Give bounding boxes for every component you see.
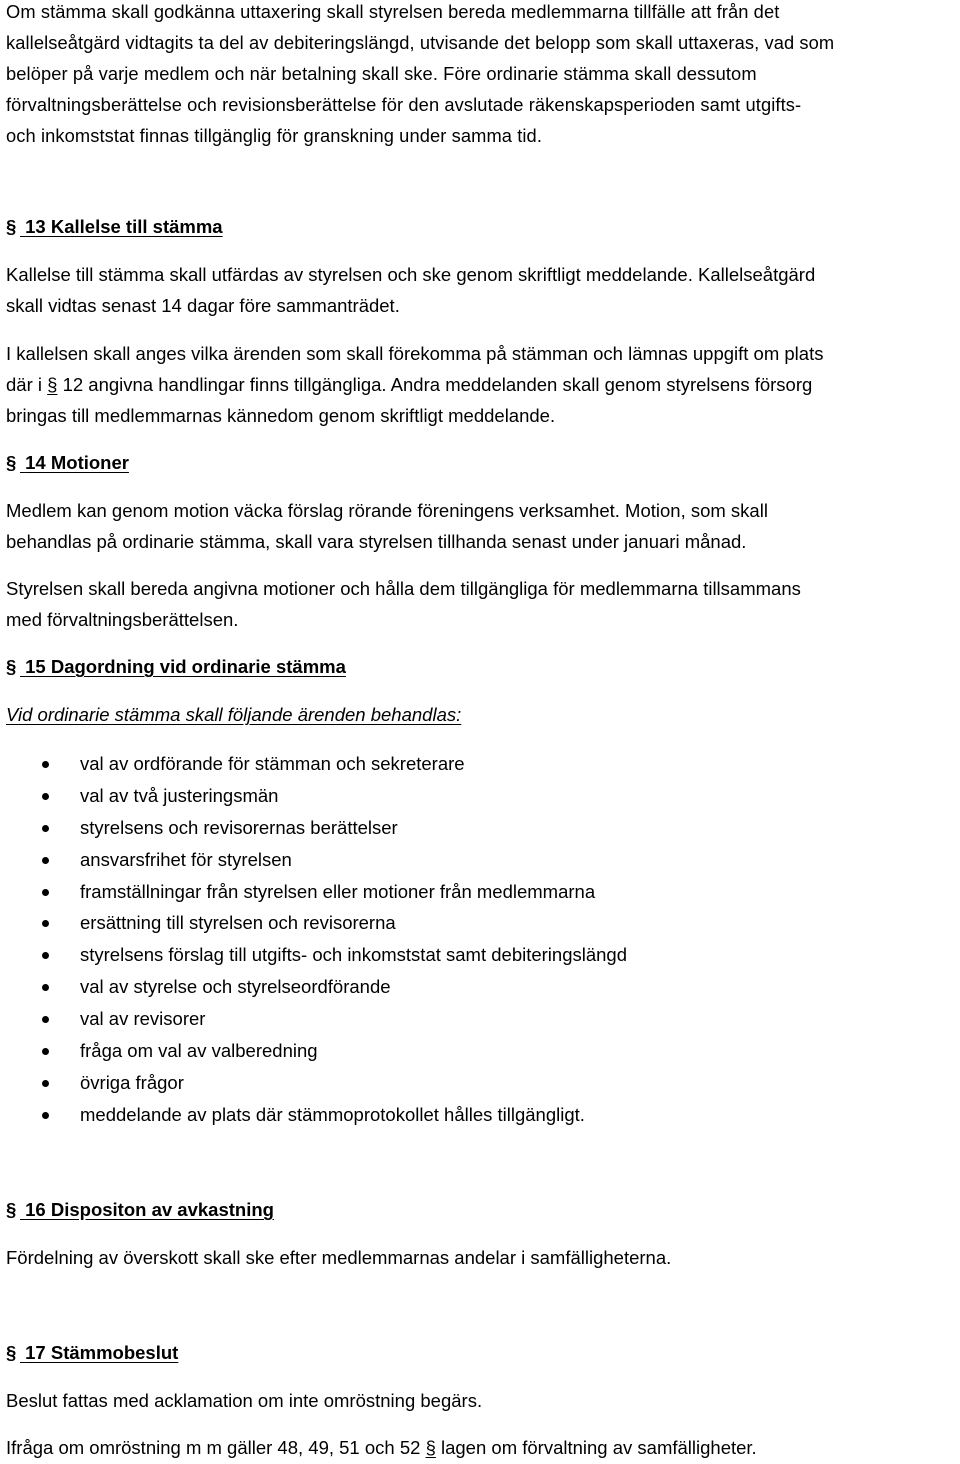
agenda-item xyxy=(6,844,950,876)
section-sign: § xyxy=(6,656,17,677)
agenda-item-label: fråga om val av valberedning xyxy=(80,1040,318,1062)
text-line: med förvaltningsberättelsen. xyxy=(6,609,239,630)
agenda-item-label: val av två justeringsmän xyxy=(80,784,279,806)
bullet-icon xyxy=(42,857,49,864)
text-line: I kallelsen skall anges vilka ärenden som skall förekomma på stämman och lämnas uppgift om plats xyxy=(6,343,824,364)
bullet-icon xyxy=(42,1080,49,1087)
section-14-title: 14 Motioner xyxy=(25,452,129,473)
section-sign: § xyxy=(47,374,58,395)
agenda-item-label: val av styrelse och styrelseordförande xyxy=(80,976,391,998)
bullet-icon xyxy=(42,793,49,800)
bullet-icon xyxy=(42,889,49,896)
section-14-paragraph-2 xyxy=(6,573,950,635)
bullet-icon xyxy=(42,952,49,959)
text-fragment: Ifråga om omröstning m m gäller 48, 49, 51 och 52 xyxy=(6,1437,426,1458)
section-16-heading xyxy=(6,1194,950,1225)
agenda-item xyxy=(6,939,950,971)
agenda-item-label: styrelsens och revisorernas berättelser xyxy=(80,816,398,838)
section-sign: § xyxy=(6,1199,17,1220)
agenda-item-label: framställningar från styrelsen eller motioner från medlemmarna xyxy=(80,880,596,902)
agenda-item-label: ersättning till styrelsen och revisorerna xyxy=(80,912,396,934)
agenda-item xyxy=(6,1035,950,1067)
text-line: skall vidtas senast 14 dagar före sammanträdet. xyxy=(6,295,400,316)
text-line: Kallelse till stämma skall utfärdas av styrelsen och ske genom skriftligt meddelande. Kallelseåtgärd xyxy=(6,264,816,285)
agenda-item xyxy=(6,812,950,844)
bullet-icon xyxy=(42,984,49,991)
section-17-paragraph-2 xyxy=(6,1432,950,1463)
agenda-item xyxy=(6,876,950,908)
section-14-paragraph-1 xyxy=(6,495,950,557)
bullet-icon xyxy=(42,825,49,832)
section-16-title: 16 Dispositon av avkastning xyxy=(25,1199,274,1220)
intro-line: belöper på varje medlem och när betalning skall ske. Före ordinarie stämma skall dessutom xyxy=(6,63,757,84)
section-13-title: 13 Kallelse till stämma xyxy=(25,216,223,237)
bullet-icon xyxy=(42,1048,49,1055)
bullet-icon xyxy=(42,920,49,927)
agenda-item-label: val av revisorer xyxy=(80,1008,206,1030)
section-15-lead: Vid ordinarie stämma skall följande ärenden behandlas: xyxy=(6,704,462,725)
agenda-item-label: styrelsens förslag till utgifts- och inkomststat samt debiteringslängd xyxy=(80,944,628,966)
section-sign: § xyxy=(6,452,17,473)
agenda-item xyxy=(6,1003,950,1035)
bullet-icon xyxy=(42,761,49,768)
agenda-item-label: övriga frågor xyxy=(80,1071,184,1093)
agenda-list xyxy=(6,748,950,1131)
section-14-heading xyxy=(6,447,950,478)
bullet-icon xyxy=(42,1112,49,1119)
section-13-heading xyxy=(6,211,950,242)
section-15-heading xyxy=(6,651,950,682)
section-17-title: 17 Stämmobeslut xyxy=(25,1342,179,1363)
section-sign: § xyxy=(425,1437,436,1458)
agenda-item xyxy=(6,907,950,939)
text-line: Medlem kan genom motion väcka förslag rörande föreningens verksamhet. Motion, som skall xyxy=(6,500,768,521)
section-sign: § xyxy=(6,216,17,237)
agenda-item-label: ansvarsfrihet för styrelsen xyxy=(80,848,292,870)
agenda-item xyxy=(6,780,950,812)
section-sign: § xyxy=(6,1342,17,1363)
text-fragment: lagen om förvaltning av samfälligheter. xyxy=(435,1437,757,1458)
section-17-heading xyxy=(6,1337,950,1368)
intro-line: och inkomststat finnas tillgänglig för granskning under samma tid. xyxy=(6,125,543,146)
section-13-paragraph-1 xyxy=(6,259,950,321)
section-17-paragraph-1: Beslut fattas med acklamation om inte omröstning begärs. xyxy=(6,1390,483,1411)
agenda-item xyxy=(6,1099,950,1131)
text-fragment: 12 angivna handlingar finns tillgängliga. Andra meddelanden skall genom styrelsens försorg xyxy=(57,374,813,395)
agenda-item xyxy=(6,971,950,1003)
section-15-title: 15 Dagordning vid ordinarie stämma xyxy=(25,656,346,677)
text-line: behandlas på ordinarie stämma, skall vara styrelsen tillhanda senast under januari månad. xyxy=(6,531,747,552)
bullet-icon xyxy=(42,1016,49,1023)
agenda-item xyxy=(6,1067,950,1099)
agenda-item-label: meddelande av plats där stämmoprotokollet hålles tillgängligt. xyxy=(80,1103,585,1125)
intro-line: kallelseåtgärd vidtagits ta del av debiteringslängd, utvisande det belopp som skall uttaxeras, vad som xyxy=(6,32,835,53)
text-fragment: där i xyxy=(6,374,48,395)
text-line: Styrelsen skall bereda angivna motioner och hålla dem tillgängliga för medlemmarna tillsammans xyxy=(6,578,801,599)
section-13-paragraph-2 xyxy=(6,338,950,431)
text-line: bringas till medlemmarnas kännedom genom skriftligt meddelande. xyxy=(6,405,556,426)
section-16-paragraph: Fördelning av överskott skall ske efter medlemmarnas andelar i samfälligheterna. xyxy=(6,1247,672,1268)
agenda-item xyxy=(6,748,950,780)
agenda-item-label: val av ordförande för stämman och sekreterare xyxy=(80,753,465,774)
intro-paragraph xyxy=(6,0,950,151)
intro-line: förvaltningsberättelse och revisionsberättelse för den avslutade räkenskapsperioden samt utgifts- xyxy=(6,94,802,115)
intro-line: Om stämma skall godkänna uttaxering skall styrelsen bereda medlemmarna tillfälle att från det xyxy=(6,1,780,22)
